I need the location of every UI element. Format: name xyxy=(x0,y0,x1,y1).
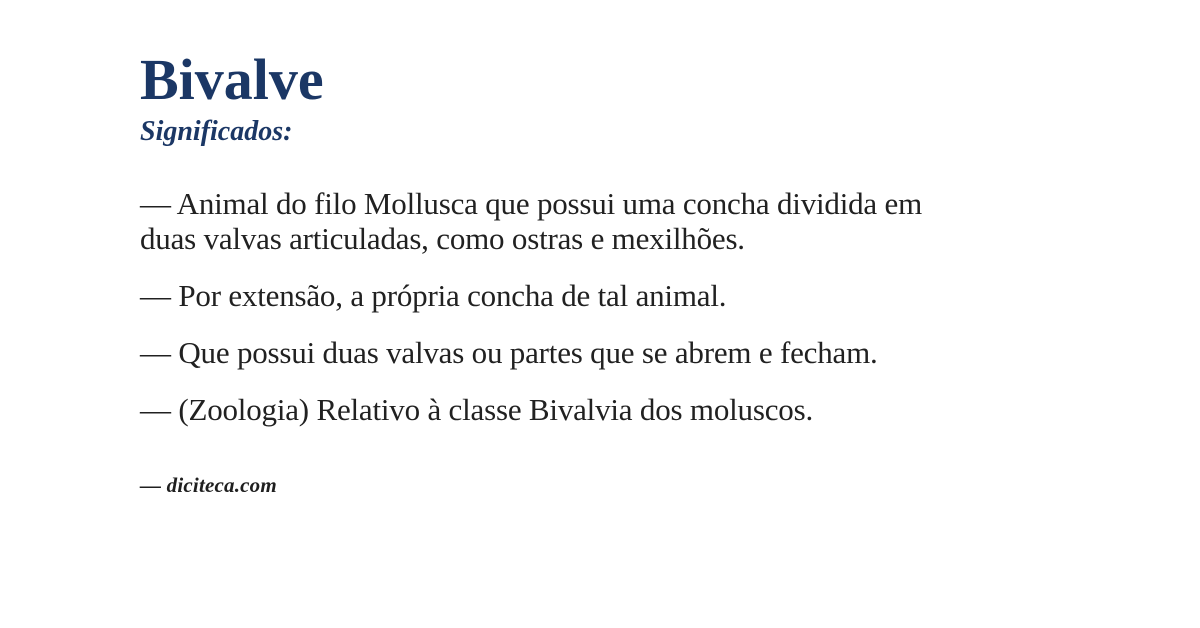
page-title: Bivalve xyxy=(140,47,324,112)
definition-item: — Por extensão, a própria concha de tal animal. xyxy=(140,277,727,313)
footer-attribution: — diciteca.com xyxy=(140,472,277,497)
definition-item: — Que possui duas valvas ou partes que se abrem e fecham. xyxy=(140,334,878,370)
page-subtitle: Significados: xyxy=(140,115,293,147)
definition-item: — (Zoologia) Relativo à classe Bivalvia dos moluscos. xyxy=(140,391,813,427)
definitions-list xyxy=(140,186,970,427)
definition-item: — Animal do filo Mollusca que possui uma concha dividida em duas valvas articuladas, como ostras e mexilhões. xyxy=(140,185,923,256)
